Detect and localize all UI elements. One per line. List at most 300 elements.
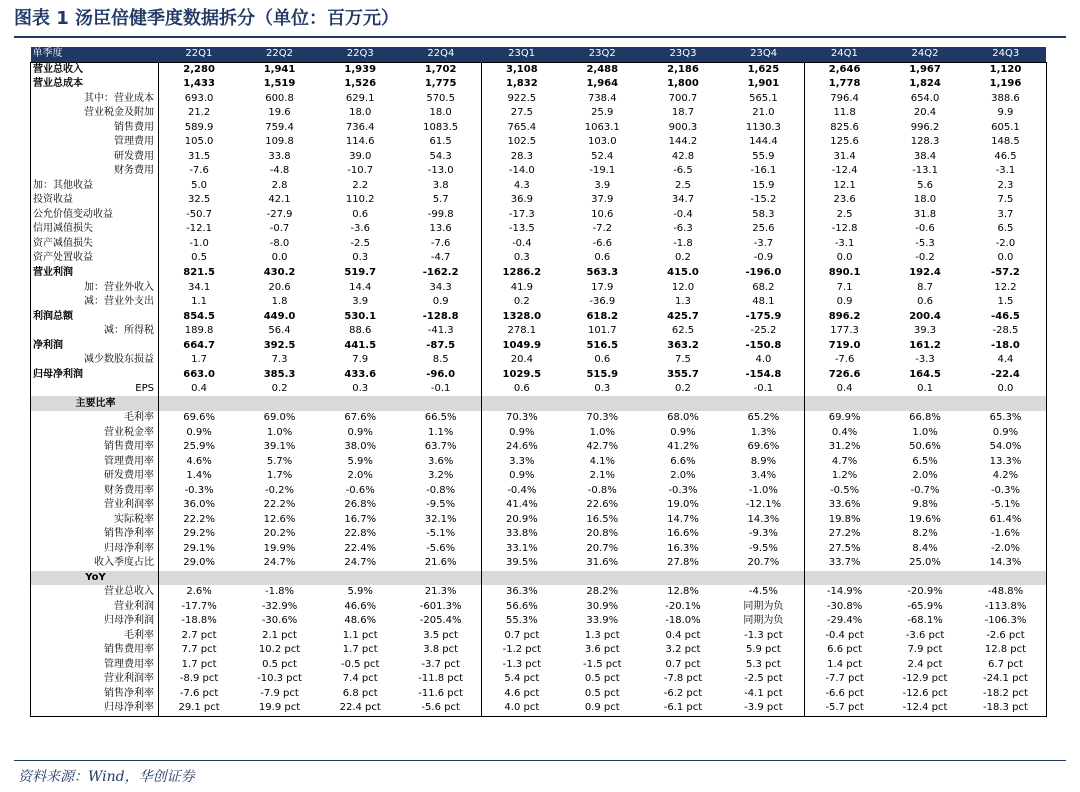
value-cell: 1.3 pct: [584, 629, 620, 641]
value-cell: -6.2 pct: [663, 687, 703, 699]
table-row: [31, 62, 1047, 77]
row-label: 销售费用率: [31, 643, 159, 658]
value-cell: 12.6%: [263, 513, 296, 525]
value-cell: 39.5%: [481, 556, 562, 571]
value-cell: -57.2: [965, 266, 1046, 281]
value-cell: 25.9%: [183, 441, 215, 453]
title-divider: [14, 36, 1066, 38]
value-cell: 0.7 pct: [481, 629, 562, 644]
value-cell: 0.6: [594, 252, 611, 264]
row-label: 公允价值变动收益: [31, 208, 159, 223]
value-cell: -162.2: [422, 266, 459, 278]
value-cell: 101.7: [587, 325, 617, 337]
value-cell: 1049.9: [481, 338, 562, 353]
value-cell: -1.6%: [965, 527, 1046, 542]
value-cell: 8.5: [432, 354, 449, 366]
value-cell: 441.5: [344, 339, 377, 351]
value-cell: 70.3%: [481, 411, 562, 426]
value-cell: 8.4%: [912, 542, 938, 554]
value-cell: 1,775: [424, 78, 457, 90]
value-cell: [804, 571, 885, 586]
table-body: [31, 62, 1047, 716]
value-cell: 0.6: [917, 296, 933, 308]
value-cell: -10.3 pct: [257, 673, 302, 685]
value-cell: -22.4: [965, 367, 1046, 382]
value-cell: 69.6%: [183, 412, 215, 424]
value-cell: 900.3: [668, 121, 698, 133]
value-cell: 0.5 pct: [262, 658, 297, 670]
value-cell: 430.2: [263, 266, 296, 278]
value-cell: 5.9%: [347, 586, 373, 598]
value-cell: 5.7: [432, 194, 449, 206]
value-cell: 1,625: [723, 62, 804, 77]
value-cell: 1130.3: [745, 121, 781, 133]
value-cell: 0.6: [352, 208, 369, 220]
value-cell: 5.9 pct: [745, 644, 781, 656]
value-cell: 0.1: [917, 383, 933, 395]
value-cell: [804, 396, 885, 411]
value-cell: -18.0%: [665, 615, 701, 627]
value-cell: -7.8 pct: [663, 673, 703, 685]
header-quarter: 24Q1: [804, 47, 885, 62]
table-row: [31, 629, 1047, 644]
value-cell: -12.9 pct: [902, 673, 948, 685]
value-cell: 821.5: [183, 266, 215, 278]
value-cell: -196.0: [745, 266, 782, 278]
value-cell: [965, 396, 1046, 411]
value-cell: -10.7: [347, 165, 374, 177]
value-cell: 200.4: [909, 310, 941, 322]
table-row: [31, 687, 1047, 702]
value-cell: 1,519: [263, 78, 296, 90]
row-label: 主要比率: [31, 396, 159, 411]
value-cell: 6.6%: [670, 455, 696, 467]
value-cell: 33.8%: [481, 527, 562, 542]
value-cell: 570.5: [426, 92, 455, 104]
value-cell: 41.9: [481, 280, 562, 295]
table-row: [31, 643, 1047, 658]
value-cell: 2.5: [675, 179, 691, 191]
value-cell: 69.6%: [747, 441, 780, 453]
value-cell: 1029.5: [481, 367, 562, 382]
row-label: 营业税金及附加: [31, 106, 159, 121]
value-cell: 1.0%: [589, 426, 615, 438]
value-cell: 7.4 pct: [342, 673, 378, 685]
value-cell: -14.9%: [804, 585, 885, 600]
value-cell: -7.6: [804, 353, 885, 368]
value-cell: 31.6%: [586, 557, 619, 569]
value-cell: 1.7%: [266, 470, 293, 482]
value-cell: 161.2: [909, 339, 941, 351]
table-row: [31, 295, 1047, 310]
value-cell: 26.8%: [344, 499, 377, 511]
value-cell: 103.0: [587, 136, 617, 148]
value-cell: 1,526: [344, 78, 377, 90]
row-label: 资产减值损失: [31, 237, 159, 252]
footer-divider: [14, 760, 1066, 761]
row-label: 减少数股东损益: [31, 353, 159, 368]
value-cell: 46.6%: [344, 600, 377, 612]
value-cell: 519.7: [344, 266, 377, 278]
quarterly-data-table: [30, 47, 1047, 717]
value-cell: [481, 571, 562, 586]
row-label: 减：营业外支出: [31, 295, 159, 310]
value-cell: 58.3: [752, 208, 775, 220]
value-cell: -5.6%: [426, 542, 456, 554]
row-label: 归母净利率: [31, 701, 159, 716]
value-cell: 16.5%: [586, 513, 619, 525]
value-cell: 110.2: [345, 194, 375, 206]
table-row: [31, 135, 1047, 150]
value-cell: 4.2%: [965, 469, 1046, 484]
value-cell: 65.3%: [965, 411, 1046, 426]
value-cell: 5.4 pct: [481, 672, 562, 687]
value-cell: 515.9: [586, 368, 619, 380]
row-label: 减：所得税: [31, 324, 159, 339]
value-cell: 0.9%: [186, 426, 212, 438]
table-row: [31, 672, 1047, 687]
header-quarter: 22Q2: [239, 47, 320, 62]
value-cell: [562, 571, 643, 586]
value-cell: -2.5 pct: [744, 673, 783, 685]
table-row: [31, 382, 1047, 397]
value-cell: 56.4: [268, 325, 291, 337]
value-cell: 0.0: [804, 251, 885, 266]
value-cell: 56.6%: [481, 600, 562, 615]
value-cell: 148.5: [965, 135, 1046, 150]
value-cell: 31.8: [913, 208, 937, 220]
value-cell: -0.7%: [910, 484, 940, 496]
value-cell: -18.8%: [181, 615, 217, 627]
table-row: [31, 658, 1047, 673]
value-cell: 1.4%: [186, 470, 212, 482]
value-cell: -50.7: [186, 208, 213, 220]
value-cell: 6.7 pct: [965, 658, 1046, 673]
value-cell: 7.7 pct: [181, 644, 217, 656]
value-cell: -3.1: [965, 164, 1046, 179]
value-cell: 50.6%: [909, 441, 941, 453]
value-cell: -0.4: [481, 237, 562, 252]
table-row: [31, 556, 1047, 571]
value-cell: 3.5 pct: [423, 629, 459, 641]
table-row: [31, 193, 1047, 208]
value-cell: 1,941: [239, 62, 320, 77]
value-cell: -7.7 pct: [804, 672, 885, 687]
value-cell: 433.6: [344, 368, 377, 380]
value-cell: 177.3: [804, 324, 885, 339]
value-cell: 0.5 pct: [584, 687, 620, 699]
table-row: [31, 309, 1047, 324]
value-cell: 19.9 pct: [239, 701, 320, 716]
value-cell: -0.6%: [345, 484, 375, 496]
value-cell: 63.7%: [424, 441, 457, 453]
row-label: 营业利润率: [31, 498, 159, 513]
row-label: 投资收益: [31, 193, 159, 208]
value-cell: 12.8%: [667, 586, 699, 598]
value-cell: 0.9: [432, 296, 449, 308]
value-cell: 896.2: [804, 309, 885, 324]
value-cell: 1,120: [965, 62, 1046, 77]
value-cell: -16.1: [750, 165, 777, 177]
value-cell: 144.2: [668, 136, 698, 148]
value-cell: -13.5: [481, 222, 562, 237]
figure-title: 图表 1 汤臣倍健季度数据拆分（单位：百万元）: [14, 8, 400, 29]
value-cell: -1.2 pct: [481, 643, 562, 658]
value-cell: 4.7%: [804, 454, 885, 469]
value-cell: 1,901: [747, 78, 780, 90]
value-cell: -18.0: [965, 338, 1046, 353]
value-cell: 16.3%: [667, 542, 699, 554]
value-cell: 55.3%: [481, 614, 562, 629]
table-row: [31, 498, 1047, 513]
value-cell: -0.5%: [804, 483, 885, 498]
value-cell: -3.1: [804, 237, 885, 252]
value-cell: 1.2%: [804, 469, 885, 484]
value-cell: 4.0: [755, 354, 772, 366]
value-cell: 3.4%: [750, 470, 777, 482]
value-cell: 2.5: [804, 208, 885, 223]
header-quarter: 22Q4: [401, 47, 482, 62]
value-cell: 18.0: [913, 194, 937, 206]
header-quarter: 24Q2: [885, 47, 966, 62]
source-note: 资料来源：Wind，华创证券: [18, 769, 195, 785]
value-cell: 4.3: [481, 179, 562, 194]
value-cell: 629.1: [345, 92, 375, 104]
value-cell: 0.4: [191, 383, 208, 395]
value-cell: -9.5%: [748, 542, 778, 554]
value-cell: 21.2: [187, 107, 211, 119]
value-cell: 0.6: [594, 354, 611, 366]
row-label: 信用减值损失: [31, 222, 159, 237]
value-cell: 1.5: [965, 295, 1046, 310]
value-cell: 5.0: [191, 179, 208, 191]
value-cell: 33.8: [268, 150, 291, 162]
value-cell: 36.9: [481, 193, 562, 208]
value-cell: 10.6: [591, 208, 614, 220]
value-cell: 22.4 pct: [320, 701, 401, 716]
value-cell: 8.9%: [750, 455, 777, 467]
table-row: [31, 164, 1047, 179]
value-cell: 61.5: [429, 136, 452, 148]
value-cell: 29.0%: [183, 557, 215, 569]
value-cell: -3.7 pct: [421, 658, 460, 670]
value-cell: 922.5: [481, 92, 562, 107]
header-quarter: 24Q3: [965, 47, 1046, 62]
value-cell: 0.9: [804, 295, 885, 310]
value-cell: 0.9%: [481, 469, 562, 484]
value-cell: 765.4: [481, 121, 562, 136]
value-cell: 55.9: [752, 150, 775, 162]
value-cell: [320, 396, 401, 411]
value-cell: 67.6%: [344, 412, 377, 424]
value-cell: -1.5 pct: [583, 658, 622, 670]
value-cell: [159, 396, 240, 411]
value-cell: 125.6: [804, 135, 885, 150]
value-cell: 21.3%: [424, 586, 457, 598]
value-cell: 33.7%: [804, 556, 885, 571]
value-cell: 2.1%: [589, 470, 615, 482]
value-cell: 24.7%: [263, 557, 296, 569]
row-label: 归母净利润: [31, 614, 159, 629]
table-row: [31, 266, 1047, 281]
value-cell: 1,702: [401, 62, 482, 77]
value-cell: [320, 571, 401, 586]
value-cell: 3.2%: [427, 470, 454, 482]
value-cell: 14.4: [349, 281, 372, 293]
value-cell: 719.0: [804, 338, 885, 353]
value-cell: -30.6%: [261, 615, 298, 627]
value-cell: -14.0: [481, 164, 562, 179]
value-cell: -6.1 pct: [643, 701, 724, 716]
value-cell: -113.8%: [965, 600, 1046, 615]
value-cell: 2,186: [643, 62, 724, 77]
table-row: [31, 121, 1047, 136]
value-cell: 38.4: [913, 150, 937, 162]
value-cell: -5.7 pct: [804, 701, 885, 716]
value-cell: -3.6 pct: [905, 629, 945, 641]
value-cell: 2.2: [352, 179, 369, 191]
value-cell: 22.2%: [183, 513, 215, 525]
value-cell: 10.2 pct: [258, 644, 301, 656]
value-cell: 36.3%: [481, 585, 562, 600]
value-cell: 1,433: [183, 78, 215, 90]
value-cell: [401, 396, 482, 411]
header-quarter: 22Q3: [320, 47, 401, 62]
header-quarter: 23Q2: [562, 47, 643, 62]
value-cell: 34.1: [187, 281, 211, 293]
value-cell: -0.9: [753, 252, 774, 264]
value-cell: -17.3: [481, 208, 562, 223]
header-quarter: 23Q1: [481, 47, 562, 62]
value-cell: -25.2: [750, 325, 777, 337]
value-cell: 32.1%: [424, 513, 457, 525]
value-cell: 0.2: [271, 383, 288, 395]
value-cell: 48.1: [752, 296, 775, 308]
value-cell: 1,939: [320, 62, 401, 77]
value-cell: -12.4: [804, 164, 885, 179]
value-cell: 5.9%: [347, 455, 373, 467]
value-cell: 0.9%: [347, 426, 373, 438]
row-label: 营业总收入: [31, 62, 159, 77]
row-label: 销售费用率: [31, 440, 159, 455]
value-cell: -0.5 pct: [340, 658, 380, 670]
value-cell: -27.9: [266, 208, 293, 220]
value-cell: 3.6%: [427, 455, 454, 467]
value-cell: 1,824: [909, 78, 941, 90]
value-cell: -7.2: [592, 223, 613, 235]
value-cell: [643, 571, 724, 586]
value-cell: 13.6: [429, 223, 452, 235]
value-cell: 70.3%: [586, 412, 619, 424]
value-cell: 4.4: [965, 353, 1046, 368]
value-cell: 0.2: [481, 295, 562, 310]
value-cell: 54.0%: [965, 440, 1046, 455]
value-cell: 33.1%: [481, 542, 562, 557]
value-cell: 1.8: [271, 296, 288, 308]
value-cell: -7.6: [189, 165, 209, 177]
value-cell: 32.5: [187, 194, 211, 206]
value-cell: 618.2: [586, 310, 619, 322]
value-cell: 37.9: [591, 194, 614, 206]
row-label: 财务费用: [31, 164, 159, 179]
row-label: 净利润: [31, 338, 159, 353]
value-cell: 27.2%: [804, 527, 885, 542]
value-cell: 1286.2: [481, 266, 562, 281]
value-cell: -7.6: [430, 237, 451, 249]
value-cell: -5.1%: [965, 498, 1046, 513]
value-cell: 2.0%: [912, 470, 938, 482]
value-cell: 693.0: [184, 92, 214, 104]
value-cell: 563.3: [586, 266, 619, 278]
value-cell: -4.1 pct: [744, 687, 783, 699]
value-cell: 392.5: [263, 339, 296, 351]
value-cell: -46.5: [965, 309, 1046, 324]
table-row: [31, 280, 1047, 295]
value-cell: [643, 396, 724, 411]
value-cell: -106.3%: [965, 614, 1046, 629]
value-cell: -30.8%: [804, 600, 885, 615]
value-cell: -5.6 pct: [401, 701, 482, 716]
table-row: [31, 237, 1047, 252]
value-cell: -36.9: [589, 296, 616, 308]
value-cell: 12.1: [804, 179, 885, 194]
value-cell: 1.0%: [912, 426, 938, 438]
table-row: [31, 454, 1047, 469]
value-cell: 1328.0: [481, 309, 562, 324]
section-header-row: [31, 396, 1047, 411]
value-cell: -1.3 pct: [481, 658, 562, 673]
value-cell: 6.5: [965, 222, 1046, 237]
value-cell: 88.6: [349, 325, 372, 337]
row-label: 营业利润: [31, 266, 159, 281]
value-cell: 0.3: [352, 383, 369, 395]
value-cell: 0.4: [804, 382, 885, 397]
value-cell: -5.1%: [426, 528, 456, 540]
row-label: 管理费用率: [31, 658, 159, 673]
value-cell: 18.0: [429, 107, 452, 119]
table-row: [31, 338, 1047, 353]
value-cell: 0.4 pct: [665, 629, 701, 641]
value-cell: 1.1 pct: [342, 629, 378, 641]
value-cell: 2.8: [271, 179, 288, 191]
value-cell: -5.3: [915, 237, 935, 249]
value-cell: 13.3%: [965, 454, 1046, 469]
value-cell: 105.0: [184, 136, 214, 148]
value-cell: 2.4 pct: [907, 658, 943, 670]
value-cell: -1.0: [189, 237, 209, 249]
value-cell: 449.0: [263, 310, 296, 322]
value-cell: 52.4: [591, 150, 614, 162]
value-cell: 109.8: [265, 136, 294, 148]
value-cell: 39.1%: [263, 441, 296, 453]
header-label-cell: 单季度: [31, 47, 159, 62]
value-cell: 41.4%: [481, 498, 562, 513]
value-cell: 0.2: [675, 383, 691, 395]
table-row: [31, 77, 1047, 92]
row-label: 营业总收入: [31, 585, 159, 600]
value-cell: 31.4: [804, 150, 885, 165]
value-cell: [481, 396, 562, 411]
value-cell: -128.8: [422, 310, 459, 322]
table-row: [31, 585, 1047, 600]
value-cell: 1.3%: [750, 426, 777, 438]
value-cell: -15.2: [750, 194, 777, 206]
value-cell: 0.7 pct: [665, 658, 701, 670]
value-cell: -205.4%: [419, 615, 462, 627]
value-cell: 355.7: [667, 368, 699, 380]
value-cell: 27.5%: [804, 542, 885, 557]
value-cell: -13.1: [912, 165, 938, 177]
